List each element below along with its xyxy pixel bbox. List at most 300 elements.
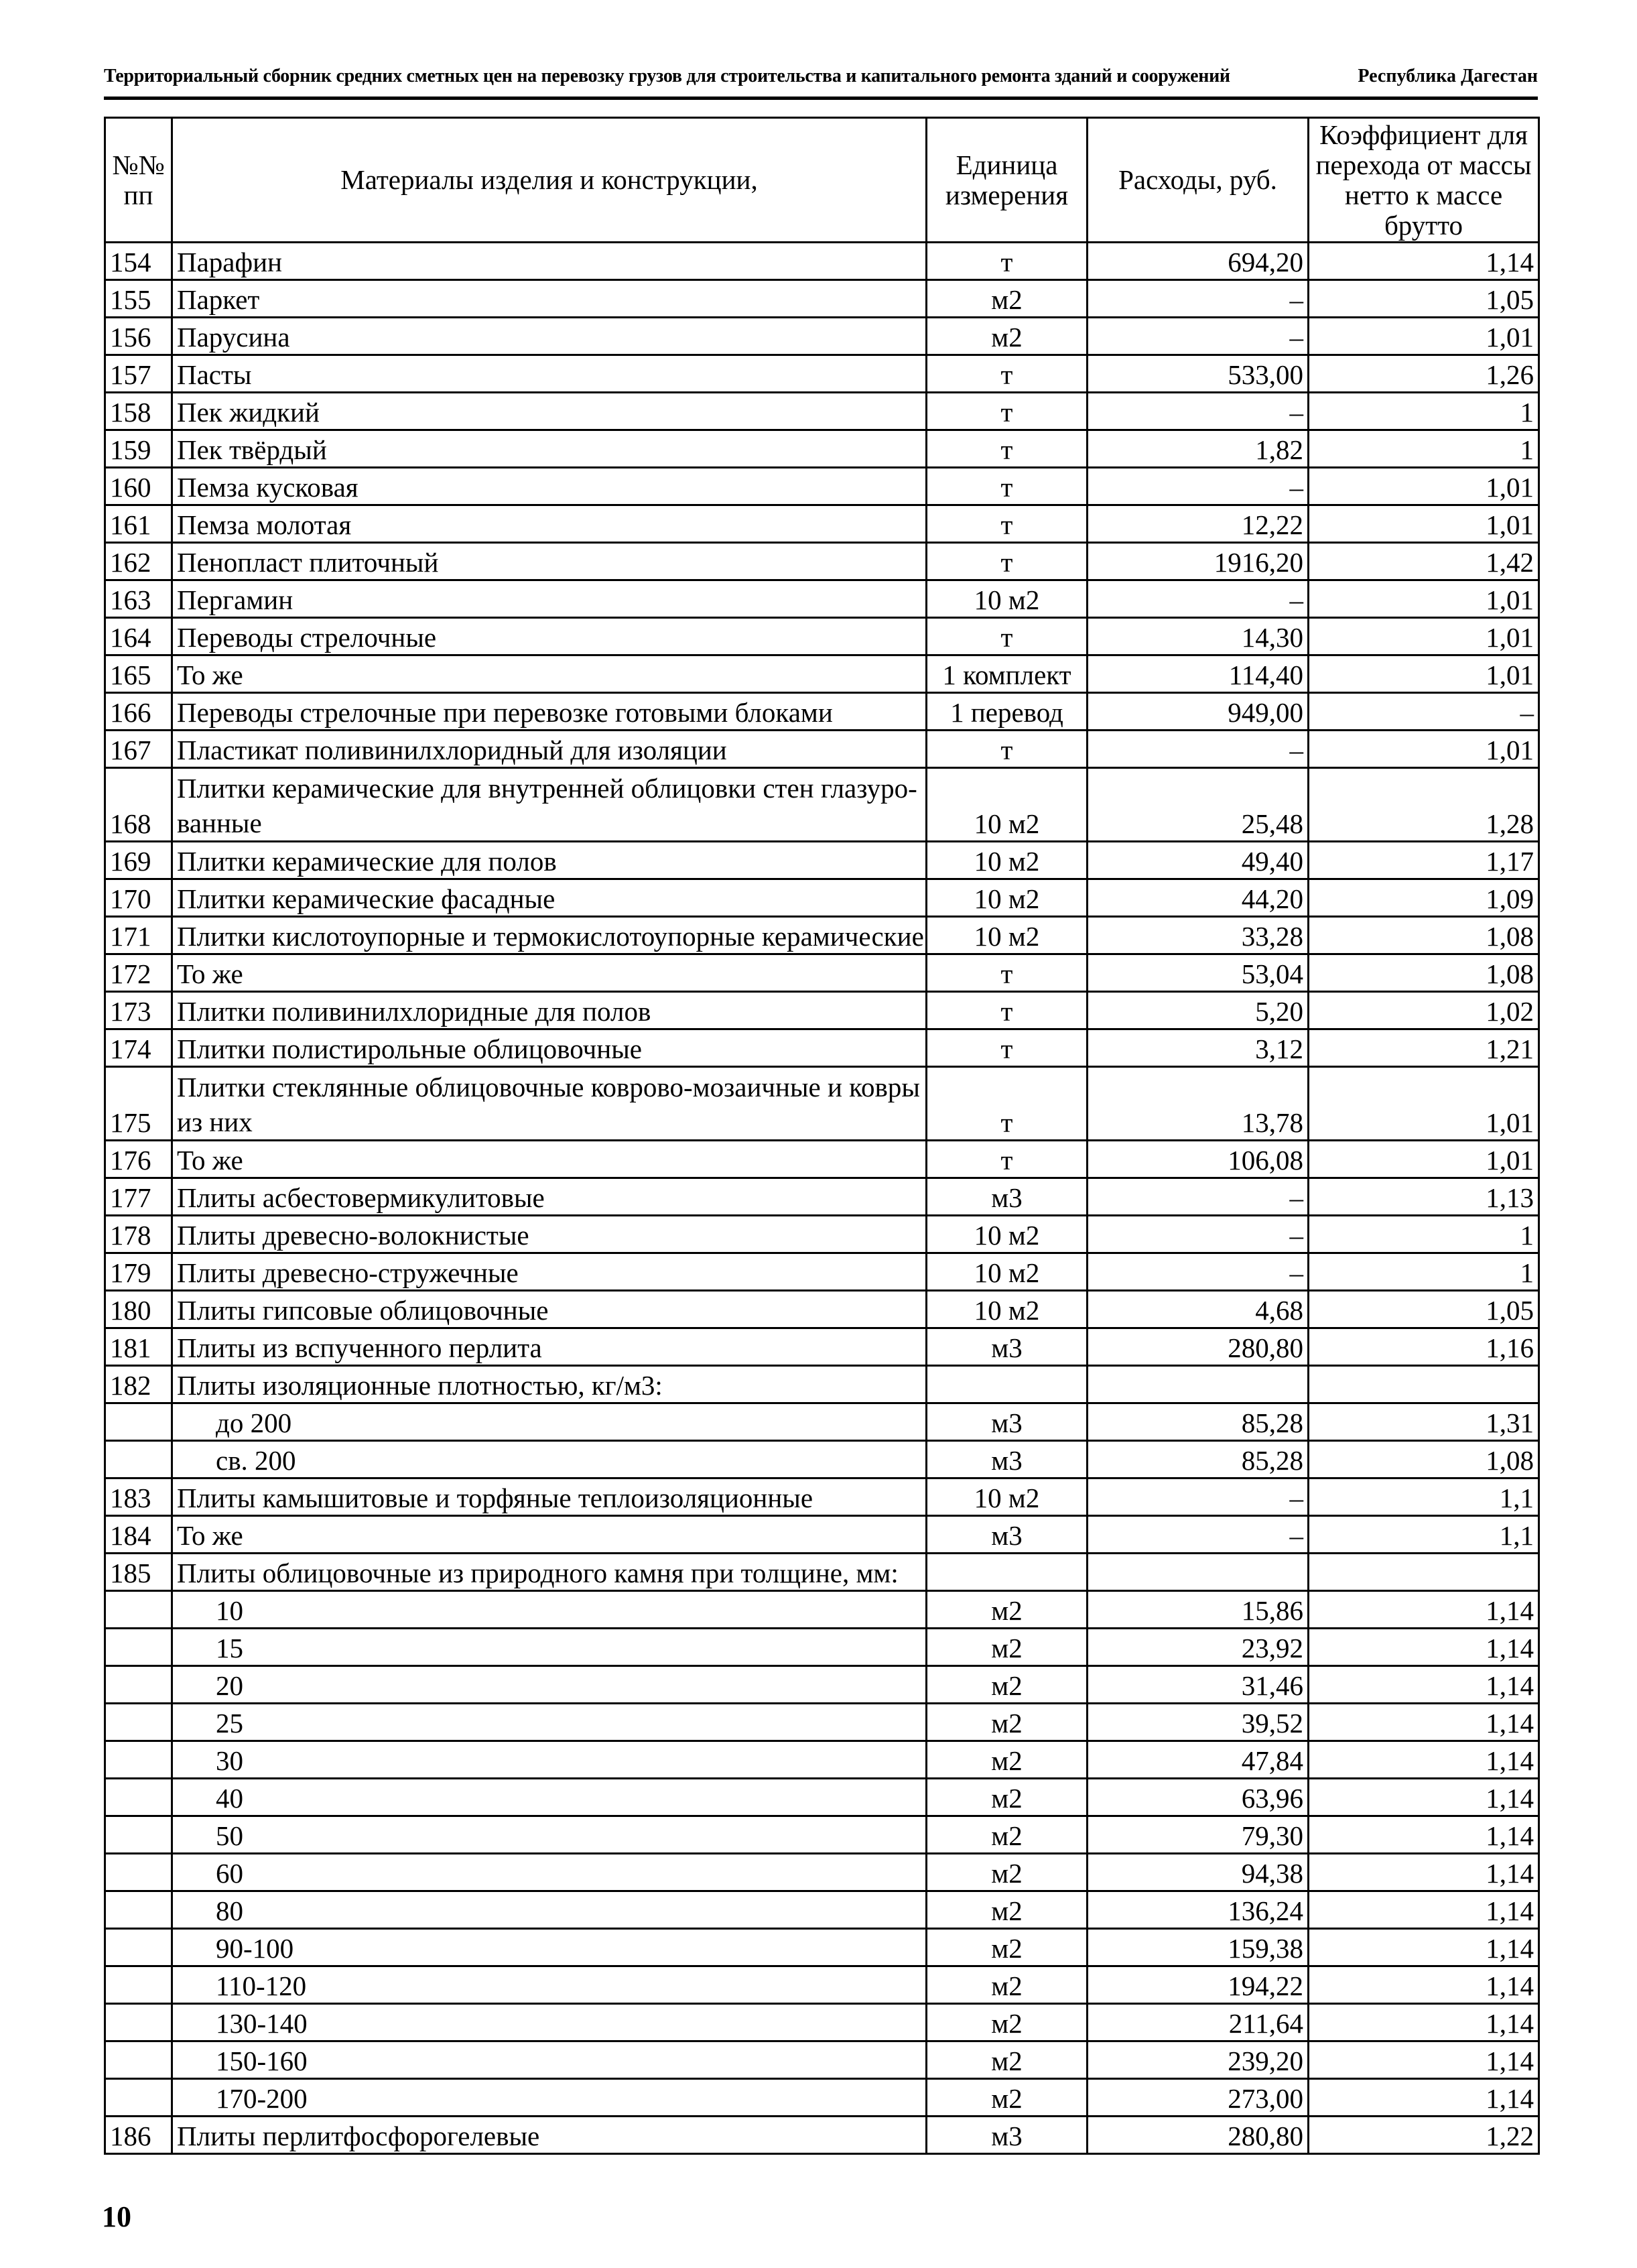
unit-of-measure: т — [927, 243, 1088, 280]
cost-value: 1,82 — [1088, 430, 1309, 468]
table-row — [105, 618, 1539, 655]
coefficient-value: 1,14 — [1309, 1929, 1539, 1966]
cost-value: – — [1088, 731, 1309, 768]
column-header-num: №№ пп — [105, 118, 172, 243]
coefficient-value: 1,14 — [1309, 1591, 1539, 1629]
coefficient-value: 1,14 — [1309, 1704, 1539, 1741]
unit-of-measure: т — [927, 992, 1088, 1029]
table-row — [105, 1366, 1539, 1403]
material-name: Плиты древесно-волокнистые — [172, 1216, 927, 1253]
unit-of-measure: м3 — [927, 1328, 1088, 1366]
material-name: Плиты перлитфосфорогелевые — [172, 2117, 927, 2154]
table-row — [105, 1253, 1539, 1291]
unit-of-measure: 10 м2 — [927, 917, 1088, 954]
cost-value: 194,22 — [1088, 1966, 1309, 2004]
unit-of-measure — [927, 1554, 1088, 1591]
coefficient-value: 1,08 — [1309, 1441, 1539, 1478]
table-row — [105, 992, 1539, 1029]
unit-of-measure: т — [927, 1067, 1088, 1141]
unit-of-measure: т — [927, 355, 1088, 393]
material-name: Пемза молотая — [172, 505, 927, 543]
table-row — [105, 842, 1539, 879]
cost-value: 211,64 — [1088, 2004, 1309, 2041]
row-number: 167 — [105, 731, 172, 768]
coefficient-value: 1,01 — [1309, 655, 1539, 693]
coefficient-value: 1,14 — [1309, 1666, 1539, 1704]
cost-value: – — [1088, 393, 1309, 430]
cost-value: 280,80 — [1088, 2117, 1309, 2154]
coefficient-value — [1309, 1554, 1539, 1591]
page-header — [104, 62, 1538, 100]
coefficient-value: 1,14 — [1309, 2079, 1539, 2117]
row-number: 186 — [105, 2117, 172, 2154]
row-number: 176 — [105, 1141, 172, 1178]
material-name: То же — [172, 1141, 927, 1178]
coefficient-value: 1,01 — [1309, 318, 1539, 355]
material-name: Переводы стрелочные при перевозке готовыми блоками — [172, 693, 927, 731]
column-header-name: Материалы изделия и конструкции, — [172, 118, 927, 243]
table-row — [105, 693, 1539, 731]
table-row — [105, 280, 1539, 318]
table-row — [105, 1891, 1539, 1929]
material-name: св. 200 — [172, 1441, 927, 1478]
table-row — [105, 1478, 1539, 1516]
unit-of-measure: м3 — [927, 2117, 1088, 2154]
coefficient-value: 1 — [1309, 1253, 1539, 1291]
unit-of-measure: 1 перевод — [927, 693, 1088, 731]
cost-value: 1916,20 — [1088, 543, 1309, 580]
table-row — [105, 468, 1539, 505]
material-name: Пек твёрдый — [172, 430, 927, 468]
cost-value: 31,46 — [1088, 1666, 1309, 1704]
cost-value: 273,00 — [1088, 2079, 1309, 2117]
row-number — [105, 1779, 172, 1816]
cost-value: – — [1088, 280, 1309, 318]
unit-of-measure: т — [927, 543, 1088, 580]
material-name: 170-200 — [172, 2079, 927, 2117]
coefficient-value: 1,05 — [1309, 1291, 1539, 1328]
table-row — [105, 1291, 1539, 1328]
material-name: Пергамин — [172, 580, 927, 618]
cost-value: – — [1088, 1478, 1309, 1516]
row-number: 180 — [105, 1291, 172, 1328]
material-name: 110-120 — [172, 1966, 927, 2004]
material-name: Плитки кислотоупорные и термокислотоупорные керамические — [172, 917, 927, 954]
cost-value: 79,30 — [1088, 1816, 1309, 1854]
material-name: 80 — [172, 1891, 927, 1929]
cost-value: 949,00 — [1088, 693, 1309, 731]
row-number: 165 — [105, 655, 172, 693]
coefficient-value: – — [1309, 693, 1539, 731]
material-name: Плиты камышитовые и торфяные теплоизоляционные — [172, 1478, 927, 1516]
row-number: 178 — [105, 1216, 172, 1253]
row-number: 156 — [105, 318, 172, 355]
table-row — [105, 2004, 1539, 2041]
cost-value: 12,22 — [1088, 505, 1309, 543]
table-row — [105, 1328, 1539, 1366]
table-row — [105, 1779, 1539, 1816]
row-number — [105, 1629, 172, 1666]
table-row — [105, 1141, 1539, 1178]
page-number: 10 — [102, 2200, 131, 2233]
row-number — [105, 1441, 172, 1478]
column-header-coef: Коэффициент для перехода от массы нетто к массе брутто — [1309, 118, 1539, 243]
unit-of-measure: т — [927, 731, 1088, 768]
unit-of-measure: т — [927, 430, 1088, 468]
cost-value: – — [1088, 1178, 1309, 1216]
unit-of-measure: т — [927, 954, 1088, 992]
unit-of-measure: 10 м2 — [927, 580, 1088, 618]
material-name: Плиты облицовочные из природного камня при толщине, мм: — [172, 1554, 927, 1591]
table-row — [105, 879, 1539, 917]
unit-of-measure: м2 — [927, 1929, 1088, 1966]
unit-of-measure: м2 — [927, 1816, 1088, 1854]
row-number — [105, 1854, 172, 1891]
material-name: Пластикат поливинилхлоридный для изоляции — [172, 731, 927, 768]
table-row — [105, 1216, 1539, 1253]
row-number: 159 — [105, 430, 172, 468]
table-row — [105, 580, 1539, 618]
material-name: То же — [172, 954, 927, 992]
unit-of-measure: т — [927, 1029, 1088, 1067]
table-row — [105, 1516, 1539, 1554]
coefficient-value: 1,08 — [1309, 917, 1539, 954]
material-name: Парусина — [172, 318, 927, 355]
coefficient-value: 1 — [1309, 393, 1539, 430]
row-number: 164 — [105, 618, 172, 655]
row-number: 175 — [105, 1067, 172, 1141]
cost-value: 13,78 — [1088, 1067, 1309, 1141]
cost-value: 106,08 — [1088, 1141, 1309, 1178]
unit-of-measure: т — [927, 505, 1088, 543]
coefficient-value: 1,31 — [1309, 1403, 1539, 1441]
cost-value: – — [1088, 1516, 1309, 1554]
coefficient-value: 1,26 — [1309, 355, 1539, 393]
document-title: Территориальный сборник средних сметных цен на перевозку грузов для строительства и капитального ремонта зданий и сооружений — [104, 66, 1230, 86]
unit-of-measure: м2 — [927, 1966, 1088, 2004]
unit-of-measure: т — [927, 618, 1088, 655]
coefficient-value: 1,14 — [1309, 1779, 1539, 1816]
material-name: Плитки керамические для полов — [172, 842, 927, 879]
material-name: То же — [172, 655, 927, 693]
unit-of-measure: м2 — [927, 1854, 1088, 1891]
row-number: 158 — [105, 393, 172, 430]
unit-of-measure: 1 комплект — [927, 655, 1088, 693]
material-name: Пасты — [172, 355, 927, 393]
cost-value: – — [1088, 468, 1309, 505]
unit-of-measure: 10 м2 — [927, 1253, 1088, 1291]
cost-value: 49,40 — [1088, 842, 1309, 879]
coefficient-value: 1,14 — [1309, 2004, 1539, 2041]
material-name: Плиты асбестовермикулитовые — [172, 1178, 927, 1216]
table-row — [105, 393, 1539, 430]
cost-value: – — [1088, 580, 1309, 618]
row-number: 170 — [105, 879, 172, 917]
table-row — [105, 1704, 1539, 1741]
row-number: 185 — [105, 1554, 172, 1591]
cost-value: 44,20 — [1088, 879, 1309, 917]
material-name: Плитки керамические фасадные — [172, 879, 927, 917]
row-number — [105, 1741, 172, 1779]
row-number: 154 — [105, 243, 172, 280]
material-name: Пек жидкий — [172, 393, 927, 430]
row-number: 169 — [105, 842, 172, 879]
row-number: 172 — [105, 954, 172, 992]
cost-value — [1088, 1366, 1309, 1403]
cost-value: 25,48 — [1088, 768, 1309, 842]
row-number: 173 — [105, 992, 172, 1029]
unit-of-measure: м2 — [927, 1704, 1088, 1741]
unit-of-measure: м3 — [927, 1441, 1088, 1478]
unit-of-measure: 10 м2 — [927, 1291, 1088, 1328]
coefficient-value — [1309, 1366, 1539, 1403]
unit-of-measure: 10 м2 — [927, 768, 1088, 842]
cost-value: 533,00 — [1088, 355, 1309, 393]
table-row — [105, 1403, 1539, 1441]
material-name: Парафин — [172, 243, 927, 280]
unit-of-measure: м2 — [927, 1629, 1088, 1666]
coefficient-value: 1,01 — [1309, 731, 1539, 768]
material-name: Переводы стрелочные — [172, 618, 927, 655]
row-number: 160 — [105, 468, 172, 505]
row-number — [105, 2079, 172, 2117]
material-name: 90-100 — [172, 1929, 927, 1966]
material-name: Плиты гипсовые облицовочные — [172, 1291, 927, 1328]
row-number: 174 — [105, 1029, 172, 1067]
table-row — [105, 1741, 1539, 1779]
cost-value: 4,68 — [1088, 1291, 1309, 1328]
material-name: 10 — [172, 1591, 927, 1629]
row-number — [105, 1403, 172, 1441]
table-row — [105, 2117, 1539, 2154]
unit-of-measure: т — [927, 393, 1088, 430]
unit-of-measure: м2 — [927, 1591, 1088, 1629]
table-row — [105, 1666, 1539, 1704]
unit-of-measure: м3 — [927, 1516, 1088, 1554]
coefficient-value: 1,14 — [1309, 1741, 1539, 1779]
coefficient-value: 1,1 — [1309, 1478, 1539, 1516]
row-number — [105, 1704, 172, 1741]
material-name: Плитки керамические для внутренней облицовки стен глазуро-ванные — [172, 768, 927, 842]
material-name: 20 — [172, 1666, 927, 1704]
coefficient-value: 1,14 — [1309, 1816, 1539, 1854]
material-name: Плитки стеклянные облицовочные коврово-мозаичные и ковры из них — [172, 1067, 927, 1141]
region-name: Республика Дагестан — [1358, 66, 1538, 86]
coefficient-value: 1,16 — [1309, 1328, 1539, 1366]
coefficient-value: 1,14 — [1309, 1854, 1539, 1891]
column-header-cost: Расходы, руб. — [1088, 118, 1309, 243]
table-header-row — [105, 118, 1539, 243]
cost-value: – — [1088, 318, 1309, 355]
table-row — [105, 768, 1539, 842]
cost-value: 3,12 — [1088, 1029, 1309, 1067]
material-name: 30 — [172, 1741, 927, 1779]
cost-value: 39,52 — [1088, 1704, 1309, 1741]
cost-value: 85,28 — [1088, 1441, 1309, 1478]
row-number: 177 — [105, 1178, 172, 1216]
table-row — [105, 1178, 1539, 1216]
table-row — [105, 954, 1539, 992]
unit-of-measure: м2 — [927, 1891, 1088, 1929]
materials-table — [104, 117, 1540, 2155]
coefficient-value: 1,42 — [1309, 543, 1539, 580]
cost-value: 47,84 — [1088, 1741, 1309, 1779]
table-row — [105, 2041, 1539, 2079]
row-number: 183 — [105, 1478, 172, 1516]
coefficient-value: 1,13 — [1309, 1178, 1539, 1216]
coefficient-value: 1,14 — [1309, 243, 1539, 280]
material-name: Плитки полистирольные облицовочные — [172, 1029, 927, 1067]
row-number — [105, 1591, 172, 1629]
row-number: 162 — [105, 543, 172, 580]
cost-value: – — [1088, 1216, 1309, 1253]
unit-of-measure: т — [927, 1141, 1088, 1178]
table-row — [105, 917, 1539, 954]
row-number: 155 — [105, 280, 172, 318]
row-number: 179 — [105, 1253, 172, 1291]
row-number: 166 — [105, 693, 172, 731]
unit-of-measure: 10 м2 — [927, 842, 1088, 879]
table-row — [105, 655, 1539, 693]
material-name: 40 — [172, 1779, 927, 1816]
unit-of-measure: м2 — [927, 2004, 1088, 2041]
coefficient-value: 1,14 — [1309, 1629, 1539, 1666]
material-name: Плиты древесно-стружечные — [172, 1253, 927, 1291]
coefficient-value: 1 — [1309, 430, 1539, 468]
row-number: 184 — [105, 1516, 172, 1554]
unit-of-measure: м2 — [927, 2041, 1088, 2079]
coefficient-value: 1,01 — [1309, 468, 1539, 505]
table-row — [105, 1029, 1539, 1067]
coefficient-value: 1,28 — [1309, 768, 1539, 842]
cost-value: 23,92 — [1088, 1629, 1309, 1666]
coefficient-value: 1,14 — [1309, 1891, 1539, 1929]
cost-value — [1088, 1554, 1309, 1591]
table-row — [105, 505, 1539, 543]
table-row — [105, 1966, 1539, 2004]
row-number: 157 — [105, 355, 172, 393]
table-row — [105, 1854, 1539, 1891]
cost-value: 15,86 — [1088, 1591, 1309, 1629]
material-name: 130-140 — [172, 2004, 927, 2041]
column-header-unit: Единица измерения — [927, 118, 1088, 243]
material-name: Пенопласт плиточный — [172, 543, 927, 580]
coefficient-value: 1,14 — [1309, 2041, 1539, 2079]
cost-value: 94,38 — [1088, 1854, 1309, 1891]
material-name: 60 — [172, 1854, 927, 1891]
coefficient-value: 1,17 — [1309, 842, 1539, 879]
coefficient-value: 1,05 — [1309, 280, 1539, 318]
cost-value: 114,40 — [1088, 655, 1309, 693]
cost-value: 53,04 — [1088, 954, 1309, 992]
coefficient-value: 1,08 — [1309, 954, 1539, 992]
cost-value: 63,96 — [1088, 1779, 1309, 1816]
table-row — [105, 1816, 1539, 1854]
row-number — [105, 1816, 172, 1854]
table-row — [105, 355, 1539, 393]
cost-value: 5,20 — [1088, 992, 1309, 1029]
unit-of-measure: м2 — [927, 1779, 1088, 1816]
row-number — [105, 2004, 172, 2041]
material-name: Плиты изоляционные плотностью, кг/м3: — [172, 1366, 927, 1403]
row-number: 181 — [105, 1328, 172, 1366]
material-name: Плиты из вспученного перлита — [172, 1328, 927, 1366]
cost-value: 239,20 — [1088, 2041, 1309, 2079]
row-number — [105, 1666, 172, 1704]
unit-of-measure — [927, 1366, 1088, 1403]
table-body — [105, 243, 1539, 2154]
cost-value: 85,28 — [1088, 1403, 1309, 1441]
table-row — [105, 731, 1539, 768]
table-row — [105, 430, 1539, 468]
coefficient-value: 1,22 — [1309, 2117, 1539, 2154]
material-name: Плитки поливинилхлоридные для полов — [172, 992, 927, 1029]
table-row — [105, 318, 1539, 355]
coefficient-value: 1,14 — [1309, 1966, 1539, 2004]
unit-of-measure: м2 — [927, 1666, 1088, 1704]
table-row — [105, 1629, 1539, 1666]
coefficient-value: 1,02 — [1309, 992, 1539, 1029]
material-name: 50 — [172, 1816, 927, 1854]
unit-of-measure: м2 — [927, 318, 1088, 355]
table-row — [105, 2079, 1539, 2117]
row-number — [105, 1891, 172, 1929]
row-number — [105, 1966, 172, 2004]
material-name: Паркет — [172, 280, 927, 318]
cost-value: 694,20 — [1088, 243, 1309, 280]
cost-value: 280,80 — [1088, 1328, 1309, 1366]
unit-of-measure: 10 м2 — [927, 879, 1088, 917]
table-row — [105, 1441, 1539, 1478]
cost-value: 159,38 — [1088, 1929, 1309, 1966]
unit-of-measure: м2 — [927, 2079, 1088, 2117]
table-row — [105, 1929, 1539, 1966]
unit-of-measure: 10 м2 — [927, 1216, 1088, 1253]
unit-of-measure: т — [927, 468, 1088, 505]
cost-value: 33,28 — [1088, 917, 1309, 954]
unit-of-measure: м3 — [927, 1178, 1088, 1216]
coefficient-value: 1,21 — [1309, 1029, 1539, 1067]
coefficient-value: 1,01 — [1309, 618, 1539, 655]
row-number: 163 — [105, 580, 172, 618]
coefficient-value: 1,01 — [1309, 580, 1539, 618]
row-number — [105, 2041, 172, 2079]
material-name: 25 — [172, 1704, 927, 1741]
cost-value: 14,30 — [1088, 618, 1309, 655]
material-name: 150-160 — [172, 2041, 927, 2079]
table-row — [105, 543, 1539, 580]
unit-of-measure: м3 — [927, 1403, 1088, 1441]
coefficient-value: 1,09 — [1309, 879, 1539, 917]
table-row — [105, 1554, 1539, 1591]
table-row — [105, 1591, 1539, 1629]
material-name: Пемза кусковая — [172, 468, 927, 505]
coefficient-value: 1,01 — [1309, 1067, 1539, 1141]
coefficient-value: 1 — [1309, 1216, 1539, 1253]
unit-of-measure: м2 — [927, 1741, 1088, 1779]
coefficient-value: 1,01 — [1309, 505, 1539, 543]
cost-value: – — [1088, 1253, 1309, 1291]
row-number: 182 — [105, 1366, 172, 1403]
coefficient-value: 1,1 — [1309, 1516, 1539, 1554]
material-name: до 200 — [172, 1403, 927, 1441]
unit-of-measure: м2 — [927, 280, 1088, 318]
coefficient-value: 1,01 — [1309, 1141, 1539, 1178]
table-row — [105, 1067, 1539, 1141]
table-row — [105, 243, 1539, 280]
material-name: 15 — [172, 1629, 927, 1666]
row-number: 161 — [105, 505, 172, 543]
